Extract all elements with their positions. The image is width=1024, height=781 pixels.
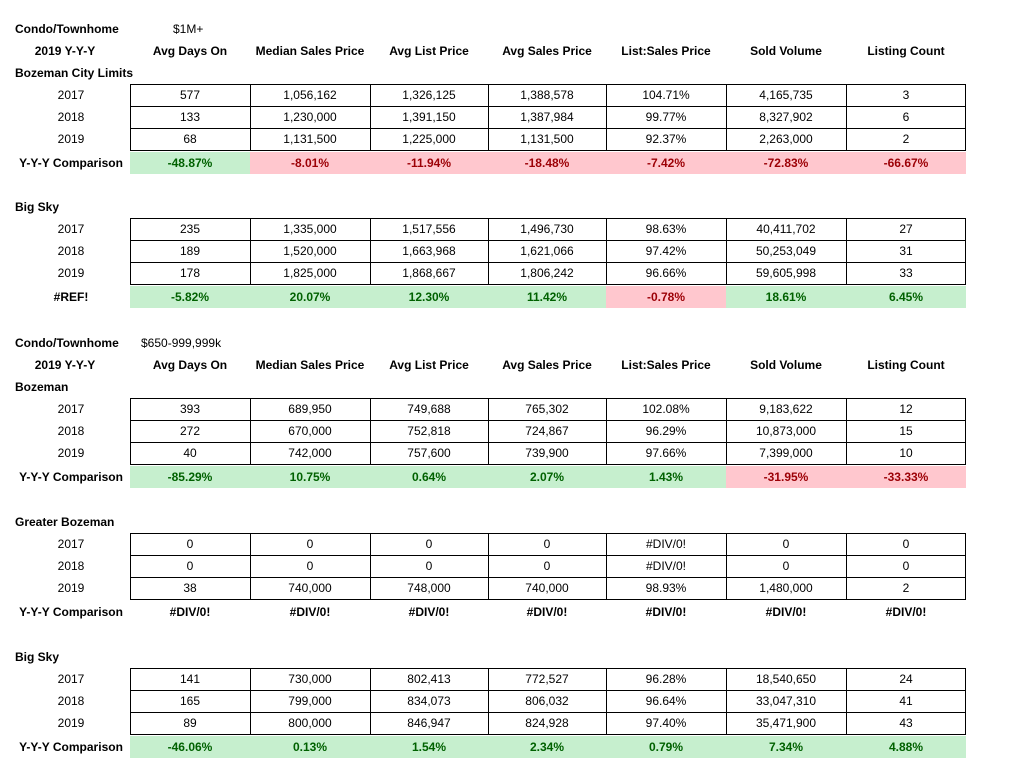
comparison-cell: 7.34% bbox=[726, 736, 846, 758]
comparison-cell: 6.45% bbox=[846, 286, 966, 308]
column-header: Avg Days On bbox=[152, 358, 228, 372]
table-cell: 739,900 bbox=[525, 446, 569, 460]
column-header: Median Sales Price bbox=[255, 358, 365, 372]
table-cell: 765,302 bbox=[525, 402, 569, 416]
section-title: Bozeman bbox=[15, 380, 69, 394]
table-cell: 740,000 bbox=[525, 581, 569, 595]
column-header: Sold Volume bbox=[750, 44, 822, 58]
comparison-cell: -8.01% bbox=[250, 152, 370, 174]
comparison-cell: 2.34% bbox=[488, 736, 606, 758]
table-cell: 740,000 bbox=[288, 581, 332, 595]
comparison-cell: 1.43% bbox=[606, 466, 726, 488]
table-cell: 9,183,622 bbox=[759, 402, 813, 416]
table-cell: 33 bbox=[899, 266, 913, 280]
period-label: 2019 Y-Y-Y bbox=[34, 358, 96, 372]
table-cell: 757,600 bbox=[407, 446, 451, 460]
table-cell: 98.93% bbox=[645, 581, 687, 595]
price-range-label: $1M+ bbox=[173, 22, 204, 36]
price-range-label: $650-999,999k bbox=[141, 336, 222, 350]
table-cell: 272 bbox=[179, 424, 201, 438]
table-cell: 40 bbox=[183, 446, 197, 460]
year-label: 2018 bbox=[57, 110, 85, 124]
table-cell: 189 bbox=[179, 244, 201, 258]
table-cell: 1,520,000 bbox=[283, 244, 337, 258]
comparison-cell: 20.07% bbox=[250, 286, 370, 308]
table-cell: 104.71% bbox=[642, 88, 690, 102]
table-cell: 99.77% bbox=[645, 110, 687, 124]
table-cell: 68 bbox=[183, 132, 197, 146]
table-cell: 35,471,900 bbox=[755, 716, 817, 730]
comparison-cell: 4.88% bbox=[846, 736, 966, 758]
year-label: 2019 bbox=[57, 132, 85, 146]
table-cell: 98.63% bbox=[645, 222, 687, 236]
year-label: 2017 bbox=[57, 402, 85, 416]
table-cell: 1,326,125 bbox=[402, 88, 456, 102]
table-cell: 1,825,000 bbox=[283, 266, 337, 280]
comparison-cell: #DIV/0! bbox=[645, 605, 687, 619]
table-cell: 1,335,000 bbox=[283, 222, 337, 236]
table-cell: 50,253,049 bbox=[755, 244, 817, 258]
year-label: 2017 bbox=[57, 672, 85, 686]
table-cell: 97.66% bbox=[645, 446, 687, 460]
table-cell: 577 bbox=[179, 88, 201, 102]
table-cell: 1,621,066 bbox=[520, 244, 574, 258]
table-cell: 799,000 bbox=[288, 694, 332, 708]
comparison-label: #REF! bbox=[53, 290, 89, 304]
table-cell: 15 bbox=[899, 424, 913, 438]
table-cell: 1,225,000 bbox=[402, 132, 456, 146]
comparison-cell: 0.79% bbox=[606, 736, 726, 758]
column-header: Avg Days On bbox=[152, 44, 228, 58]
table-cell: #DIV/0! bbox=[645, 537, 687, 551]
table-cell: 6 bbox=[902, 110, 910, 124]
table-cell: 178 bbox=[179, 266, 201, 280]
table-cell: 3 bbox=[902, 88, 910, 102]
table-cell: 1,480,000 bbox=[759, 581, 813, 595]
comparison-cell: -33.33% bbox=[846, 466, 966, 488]
column-header: Listing Count bbox=[867, 358, 945, 372]
comparison-cell: -5.82% bbox=[130, 286, 250, 308]
comparison-cell: #DIV/0! bbox=[289, 605, 331, 619]
table-cell: 0 bbox=[186, 559, 194, 573]
table-cell: 7,399,000 bbox=[759, 446, 813, 460]
table-cell: 1,131,500 bbox=[283, 132, 337, 146]
table-cell: 834,073 bbox=[407, 694, 451, 708]
table-cell: 27 bbox=[899, 222, 913, 236]
comparison-cell: 2.07% bbox=[488, 466, 606, 488]
comparison-cell: 18.61% bbox=[726, 286, 846, 308]
comparison-cell: #DIV/0! bbox=[885, 605, 927, 619]
column-header: Avg List Price bbox=[389, 358, 469, 372]
table-cell: 0 bbox=[782, 537, 790, 551]
comparison-cell: -11.94% bbox=[370, 152, 488, 174]
table-cell: 0 bbox=[902, 559, 910, 573]
table-cell: 670,000 bbox=[288, 424, 332, 438]
table-cell: 1,806,242 bbox=[520, 266, 574, 280]
table-cell: 0 bbox=[306, 537, 314, 551]
comparison-cell: 11.42% bbox=[488, 286, 606, 308]
column-header: List:Sales Price bbox=[621, 44, 711, 58]
table-cell: 1,388,578 bbox=[520, 88, 574, 102]
table-cell: 97.40% bbox=[645, 716, 687, 730]
column-header: Avg Sales Price bbox=[502, 358, 592, 372]
table-cell: 0 bbox=[782, 559, 790, 573]
table-cell: 141 bbox=[179, 672, 201, 686]
table-cell: 12 bbox=[899, 402, 913, 416]
column-header: Median Sales Price bbox=[255, 44, 365, 58]
table-cell: 806,032 bbox=[525, 694, 569, 708]
table-cell: 1,868,667 bbox=[402, 266, 456, 280]
table-cell: 0 bbox=[425, 537, 433, 551]
comparison-cell: 0.13% bbox=[250, 736, 370, 758]
table-cell: 33,047,310 bbox=[755, 694, 817, 708]
table-cell: 2 bbox=[902, 132, 910, 146]
table-cell: 1,496,730 bbox=[520, 222, 574, 236]
comparison-cell: -66.67% bbox=[846, 152, 966, 174]
table-cell: 43 bbox=[899, 716, 913, 730]
year-label: 2017 bbox=[57, 222, 85, 236]
table-cell: #DIV/0! bbox=[645, 559, 687, 573]
comparison-cell: -72.83% bbox=[726, 152, 846, 174]
comparison-cell: 10.75% bbox=[250, 466, 370, 488]
property-type-label: Condo/Townhome bbox=[15, 336, 119, 350]
column-header: List:Sales Price bbox=[621, 358, 711, 372]
year-label: 2018 bbox=[57, 244, 85, 258]
table-cell: 24 bbox=[899, 672, 913, 686]
comparison-label: Y-Y-Y Comparison bbox=[19, 740, 123, 754]
table-cell: 40,411,702 bbox=[756, 222, 816, 236]
year-label: 2019 bbox=[57, 446, 85, 460]
year-label: 2019 bbox=[57, 716, 85, 730]
comparison-cell: -18.48% bbox=[488, 152, 606, 174]
table-cell: 8,327,902 bbox=[759, 110, 813, 124]
year-label: 2017 bbox=[57, 537, 85, 551]
comparison-cell: 12.30% bbox=[370, 286, 488, 308]
table-cell: 165 bbox=[179, 694, 201, 708]
table-cell: 0 bbox=[543, 559, 551, 573]
table-cell: 1,517,556 bbox=[402, 222, 456, 236]
table-cell: 730,000 bbox=[288, 672, 332, 686]
table-cell: 10 bbox=[899, 446, 913, 460]
comparison-cell: -48.87% bbox=[130, 152, 250, 174]
table-cell: 18,540,650 bbox=[755, 672, 817, 686]
comparison-cell: -0.78% bbox=[606, 286, 726, 308]
comparison-label: Y-Y-Y Comparison bbox=[19, 470, 123, 484]
comparison-label: Y-Y-Y Comparison bbox=[19, 156, 123, 170]
table-cell: 689,950 bbox=[288, 402, 332, 416]
table-cell: 1,391,150 bbox=[402, 110, 456, 124]
table-cell: 2,263,000 bbox=[759, 132, 813, 146]
table-cell: 800,000 bbox=[288, 716, 332, 730]
comparison-cell: #DIV/0! bbox=[169, 605, 211, 619]
table-cell: 772,527 bbox=[525, 672, 569, 686]
comparison-cell: 0.64% bbox=[370, 466, 488, 488]
table-cell: 96.29% bbox=[645, 424, 687, 438]
table-cell: 752,818 bbox=[407, 424, 451, 438]
table-cell: 846,947 bbox=[407, 716, 451, 730]
table-cell: 824,928 bbox=[525, 716, 569, 730]
table-cell: 749,688 bbox=[407, 402, 451, 416]
table-cell: 1,230,000 bbox=[283, 110, 337, 124]
period-label: 2019 Y-Y-Y bbox=[34, 44, 96, 58]
table-cell: 742,000 bbox=[288, 446, 332, 460]
column-header: Listing Count bbox=[867, 44, 945, 58]
table-cell: 393 bbox=[179, 402, 201, 416]
year-label: 2018 bbox=[57, 424, 85, 438]
table-cell: 133 bbox=[179, 110, 201, 124]
column-header: Avg List Price bbox=[389, 44, 469, 58]
section-title: Big Sky bbox=[15, 650, 60, 664]
table-cell: 0 bbox=[543, 537, 551, 551]
table-cell: 102.08% bbox=[642, 402, 690, 416]
section-title: Big Sky bbox=[15, 200, 60, 214]
year-label: 2019 bbox=[57, 581, 85, 595]
section-title: Bozeman City Limits bbox=[15, 66, 134, 80]
section-title: Greater Bozeman bbox=[15, 515, 115, 529]
table-cell: 0 bbox=[425, 559, 433, 573]
table-cell: 0 bbox=[306, 559, 314, 573]
comparison-label: Y-Y-Y Comparison bbox=[19, 605, 123, 619]
table-cell: 0 bbox=[186, 537, 194, 551]
table-cell: 2 bbox=[902, 581, 910, 595]
table-cell: 59,605,998 bbox=[755, 266, 817, 280]
comparison-cell: -31.95% bbox=[726, 466, 846, 488]
year-label: 2017 bbox=[57, 88, 85, 102]
year-label: 2018 bbox=[57, 559, 85, 573]
table-cell: 748,000 bbox=[407, 581, 451, 595]
comparison-cell: 1.54% bbox=[370, 736, 488, 758]
table-cell: 89 bbox=[183, 716, 197, 730]
table-cell: 96.64% bbox=[645, 694, 687, 708]
table-cell: 1,131,500 bbox=[520, 132, 574, 146]
comparison-cell: -46.06% bbox=[130, 736, 250, 758]
table-cell: 96.28% bbox=[645, 672, 687, 686]
year-label: 2019 bbox=[57, 266, 85, 280]
table-cell: 235 bbox=[179, 222, 201, 236]
comparison-cell: -7.42% bbox=[606, 152, 726, 174]
table-cell: 31 bbox=[899, 244, 913, 258]
comparison-cell: #DIV/0! bbox=[526, 605, 568, 619]
table-cell: 4,165,735 bbox=[759, 88, 813, 102]
table-cell: 38 bbox=[183, 581, 197, 595]
comparison-cell: #DIV/0! bbox=[408, 605, 450, 619]
table-cell: 92.37% bbox=[645, 132, 687, 146]
table-cell: 1,387,984 bbox=[520, 110, 574, 124]
table-cell: 10,873,000 bbox=[755, 424, 817, 438]
property-type-label: Condo/Townhome bbox=[15, 22, 119, 36]
year-label: 2018 bbox=[57, 694, 85, 708]
table-cell: 41 bbox=[899, 694, 913, 708]
table-cell: 1,663,968 bbox=[402, 244, 456, 258]
table-cell: 724,867 bbox=[525, 424, 569, 438]
column-header: Sold Volume bbox=[750, 358, 822, 372]
table-cell: 97.42% bbox=[645, 244, 687, 258]
table-cell: 1,056,162 bbox=[283, 88, 337, 102]
comparison-cell: #DIV/0! bbox=[765, 605, 807, 619]
table-cell: 96.66% bbox=[645, 266, 687, 280]
table-cell: 802,413 bbox=[407, 672, 451, 686]
column-header: Avg Sales Price bbox=[502, 44, 592, 58]
comparison-cell: -85.29% bbox=[130, 466, 250, 488]
table-cell: 0 bbox=[902, 537, 910, 551]
